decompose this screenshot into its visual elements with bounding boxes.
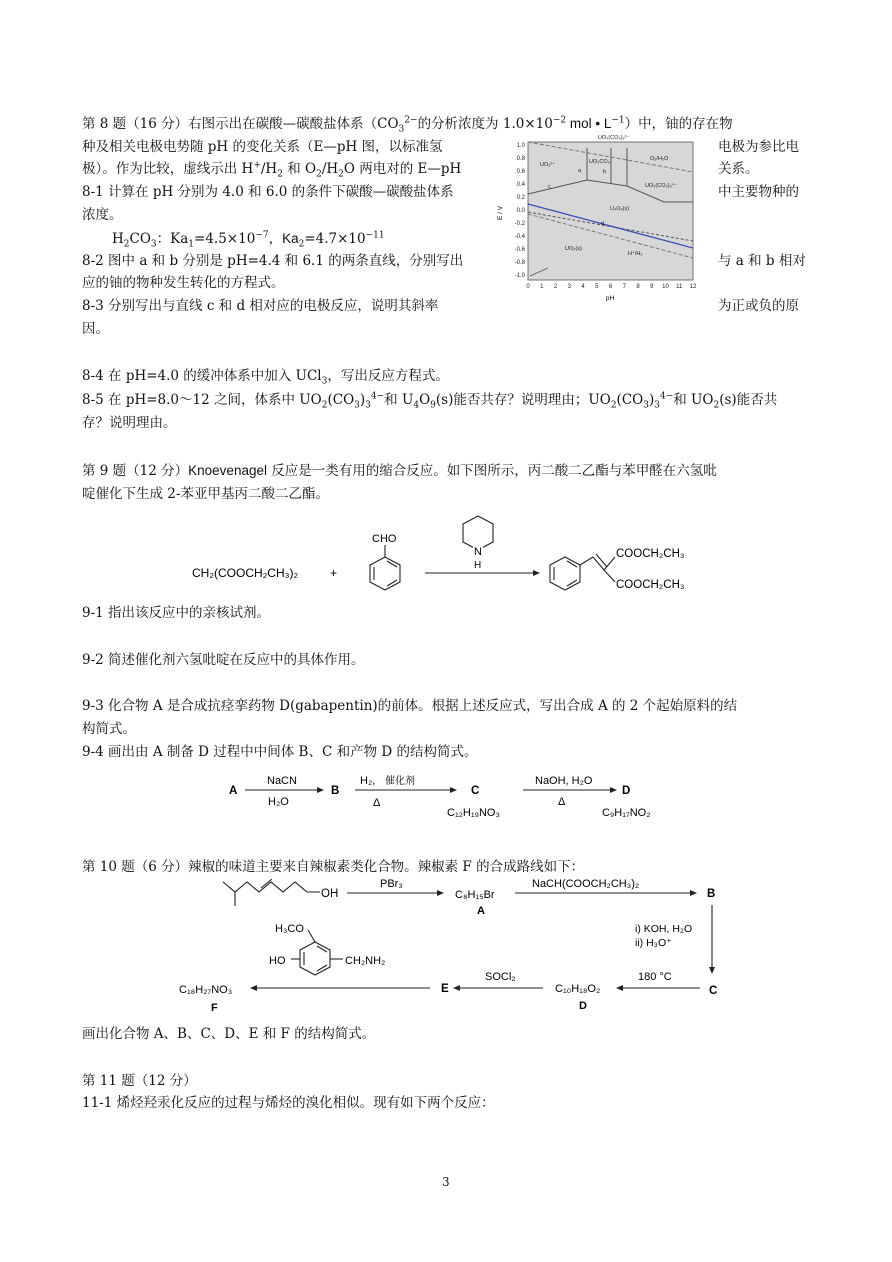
diethyl-malonate: CH₂(COOCH₂CH₃)₂ xyxy=(192,566,299,580)
q8-5-cont: 存？说明理由。 xyxy=(82,415,177,431)
gabapentin-scheme xyxy=(225,768,675,824)
reagent-heat: Δ xyxy=(373,797,381,809)
alcohol-oh: OH xyxy=(321,888,339,900)
product-ester-bottom: COOCH₂CH₃ xyxy=(616,579,685,591)
q8-line3-left: 极）。作为比较，虚线示出 $H^+/H_2$ 和 $O_2/H_2O$ 两电对的 E—pH xyxy=(82,160,462,180)
q9-1: 9-1 指出该反应中的亲核试剂。 xyxy=(82,605,271,621)
q8-2-right: 与 a 和 b 相对 xyxy=(718,253,806,269)
q8-2-cont: 应的铀的物种发生转化的方程式。 xyxy=(82,275,285,291)
piperidine-h: H xyxy=(474,560,482,571)
reagent-catalyst: 催化剂 xyxy=(385,776,415,787)
piperidine xyxy=(463,516,493,550)
y-tick-labels xyxy=(515,143,526,279)
benzaldehyde xyxy=(370,545,400,590)
reagent-h3o: ii) H₃O⁺ xyxy=(635,937,672,949)
q10-question: 画出化合物 A、B、C、D、E 和 F 的结构简式。 xyxy=(82,1026,376,1042)
q8-line2-right: 电极为参比电 xyxy=(718,139,799,155)
y-tick: -0.2 xyxy=(514,221,525,227)
amine-methoxy: H₃CO xyxy=(275,923,304,935)
formula-c: C₁₂H₁₉NO₃ xyxy=(447,807,500,819)
q9-4: 9-4 画出由 A 制备 D 过程中中间体 B、C 和产物 D 的结构简式。 xyxy=(82,744,478,760)
q9-3: 9-3 化合物 A 是合成抗痉挛药物 D(gabapentin)的前体。根据上述反应式，写出合成 A 的 2 个起始原料的结 xyxy=(82,698,738,714)
arrowhead xyxy=(533,570,540,576)
cho-label: CHO xyxy=(372,533,397,545)
label-top: UO₂(CO₃)₂²⁻ xyxy=(598,135,630,141)
q11-line2: 11-1 烯烃羟汞化反应的过程与烯烃的溴化相似。现有如下两个反应： xyxy=(82,1095,495,1111)
y-tick: -0.6 xyxy=(514,247,525,253)
q8-line3-right: 关系。 xyxy=(718,161,759,177)
formula-a: C₈H₁₅Br xyxy=(455,889,495,901)
x-tick: 7 xyxy=(622,284,626,290)
x-tick: 9 xyxy=(650,284,654,290)
x-axis-label: pH xyxy=(605,295,615,302)
label-f: F xyxy=(211,1002,218,1014)
y-axis-label: E / V xyxy=(497,205,504,221)
y-tick: -0.8 xyxy=(514,260,525,266)
label-b: b xyxy=(603,169,607,175)
q8-3-left: 8-3 分别写出与直线 c 和 d 相对应的电极反应，说明其斜率 xyxy=(82,298,439,314)
label-u4o9: U₄O₉(s) xyxy=(610,206,630,212)
q8-line2-left: 种及相关电极电势随 pH 的变化关系（E—pH 图，以标准氢 xyxy=(82,139,443,155)
reagent-naoh: NaOH, H₂O xyxy=(535,775,593,787)
reagent-malonate: NaCH(COOCH₂CH₃)₂ xyxy=(532,878,640,890)
knoevenagel-scheme xyxy=(190,510,730,600)
label-b: B xyxy=(707,888,716,900)
reagent-temp: 180 °C xyxy=(638,971,672,983)
q11-line1: 第 11 题（12 分） xyxy=(82,1073,197,1089)
y-tick: 1.0 xyxy=(516,143,525,149)
label-a: A xyxy=(477,905,485,917)
formula-d: C₁₀H₁₈O₂ xyxy=(555,983,601,995)
q8-3-cont: 因。 xyxy=(82,321,109,337)
label-c: C xyxy=(709,985,718,997)
page-number: 3 xyxy=(442,1175,450,1189)
x-tick: 8 xyxy=(636,284,640,290)
label-e: E xyxy=(441,983,449,995)
label-a: a xyxy=(578,168,582,174)
reagent-koh: i) KOH, H₂O xyxy=(635,923,693,935)
label-uo2co33: UO₂(CO₃)₃⁴⁻ xyxy=(645,183,678,189)
x-tick: 1 xyxy=(540,284,544,290)
x-tick: 5 xyxy=(595,284,599,290)
label-d: D xyxy=(579,1000,587,1012)
compound-b: B xyxy=(331,785,340,797)
compound-c: C xyxy=(471,785,480,797)
x-tick: 0 xyxy=(526,284,530,290)
reagent-h2: H₂, xyxy=(360,775,376,787)
x-tick: 2 xyxy=(553,284,558,290)
q8-1-right: 中主要物种的 xyxy=(718,184,799,200)
plus-sign: + xyxy=(330,566,338,580)
y-tick: 0.4 xyxy=(516,182,525,188)
q8-1-cont: 浓度。 xyxy=(82,207,123,223)
q8-2-left: 8-2 图中 a 和 b 分别是 pH=4.4 和 6.1 的两条直线，分别写出 xyxy=(82,253,464,269)
q8-3-right: 为正或负的原 xyxy=(718,298,799,314)
label-uo2co3: UO₂CO₃ xyxy=(589,159,610,165)
formula-f: C₁₈H₂₇NO₃ xyxy=(179,984,233,996)
q10-line1: 第 10 题（6 分）辣椒的味道主要来自辣椒素类化合物。辣椒素 F 的合成路线如下： xyxy=(82,859,585,875)
reagent-pbr3: PBr₃ xyxy=(380,878,403,890)
q9-3-cont: 构简式。 xyxy=(82,721,136,737)
x-tick: 4 xyxy=(581,284,585,290)
q8-line1: 第 8 题（16 分）右图示出在碳酸—碳酸盐体系（$CO_3^{2-}$的分析浓度为 $1.0\times 10^{-2}$ mol • $L^{-1}$）中，铀的存在物 xyxy=(82,115,733,135)
reagent-socl2: SOCl₂ xyxy=(485,971,516,983)
piperidine-n: N xyxy=(474,546,482,558)
q8-5: 8-5 在 pH=8.0～12 之间，体系中 $UO_2(CO_3)_3^{4-}$和 $U_4O_9(s)$能否共存？说明理由；$UO_2(CO_3)_3^{4-}$和 $UO_2(s)$能否共 xyxy=(82,391,778,411)
x-tick: 3 xyxy=(567,284,571,290)
reagent-h2o: H₂O xyxy=(268,796,289,808)
label-uo2-2p: UO₂²⁺ xyxy=(540,162,556,168)
compound-a: A xyxy=(229,785,238,797)
q8-1-left: 8-1 计算在 pH 分别为 4.0 和 6.0 的条件下碳酸—碳酸盐体系 xyxy=(82,184,454,200)
q9-line1: 第 9 题（12 分）Knoevenagel 反应是一类有用的缩合反应。如下图所示，丙二酸二乙酯与苯甲醛在六氢吡 xyxy=(82,463,717,479)
vanillylamine-ring xyxy=(291,930,343,975)
x-tick: 12 xyxy=(689,284,697,290)
label-d: d xyxy=(601,221,605,227)
formula-d: C₉H₁₇NO₂ xyxy=(602,807,651,819)
e-ph-diagram xyxy=(490,128,700,310)
y-tick: -1.0 xyxy=(514,273,525,279)
y-tick: 0.8 xyxy=(516,156,525,162)
x-tick-labels xyxy=(526,284,697,290)
x-tick: 11 xyxy=(676,284,683,290)
x-tick: 6 xyxy=(608,284,613,290)
amine-hydroxy: HO xyxy=(269,955,286,967)
label-hh2: H⁺/H₂ xyxy=(628,251,643,257)
amine-ch2nh2: CH₂NH₂ xyxy=(345,955,386,967)
label-c: c xyxy=(548,184,551,190)
alcohol-chain xyxy=(223,882,320,892)
reagent-nacn: NaCN xyxy=(267,775,297,787)
y-tick: 0.0 xyxy=(516,208,525,214)
compound-d: D xyxy=(622,785,631,797)
q8-4: 8-4 在 pH=4.0 的缓冲体系中加入 UCl$_3$，写出反应方程式。 xyxy=(82,368,449,387)
label-o2h2o: O₂/H₂O xyxy=(650,156,669,162)
product-ester-top: COOCH₂CH₃ xyxy=(616,548,685,560)
label-uo2s: UO₂(s) xyxy=(565,246,582,252)
y-tick: 0.2 xyxy=(516,195,525,201)
ka-line: $H_2CO_3$：$Ka_1=4.5\times 10^{-7}$，$Ka_2=4.7\times 10^{-11}$ xyxy=(112,230,385,250)
reagent-heat-2: Δ xyxy=(558,796,566,808)
x-tick: 10 xyxy=(662,284,669,290)
q9-2: 9-2 简述催化剂六氢吡啶在反应中的具体作用。 xyxy=(82,652,365,668)
capsaicin-scheme xyxy=(175,872,725,1020)
product-structure xyxy=(550,554,615,590)
y-tick: 0.6 xyxy=(516,169,525,175)
y-tick: -0.4 xyxy=(514,234,525,240)
q9-line2: 啶催化下生成 2-苯亚甲基丙二酸二乙酯。 xyxy=(82,486,329,502)
